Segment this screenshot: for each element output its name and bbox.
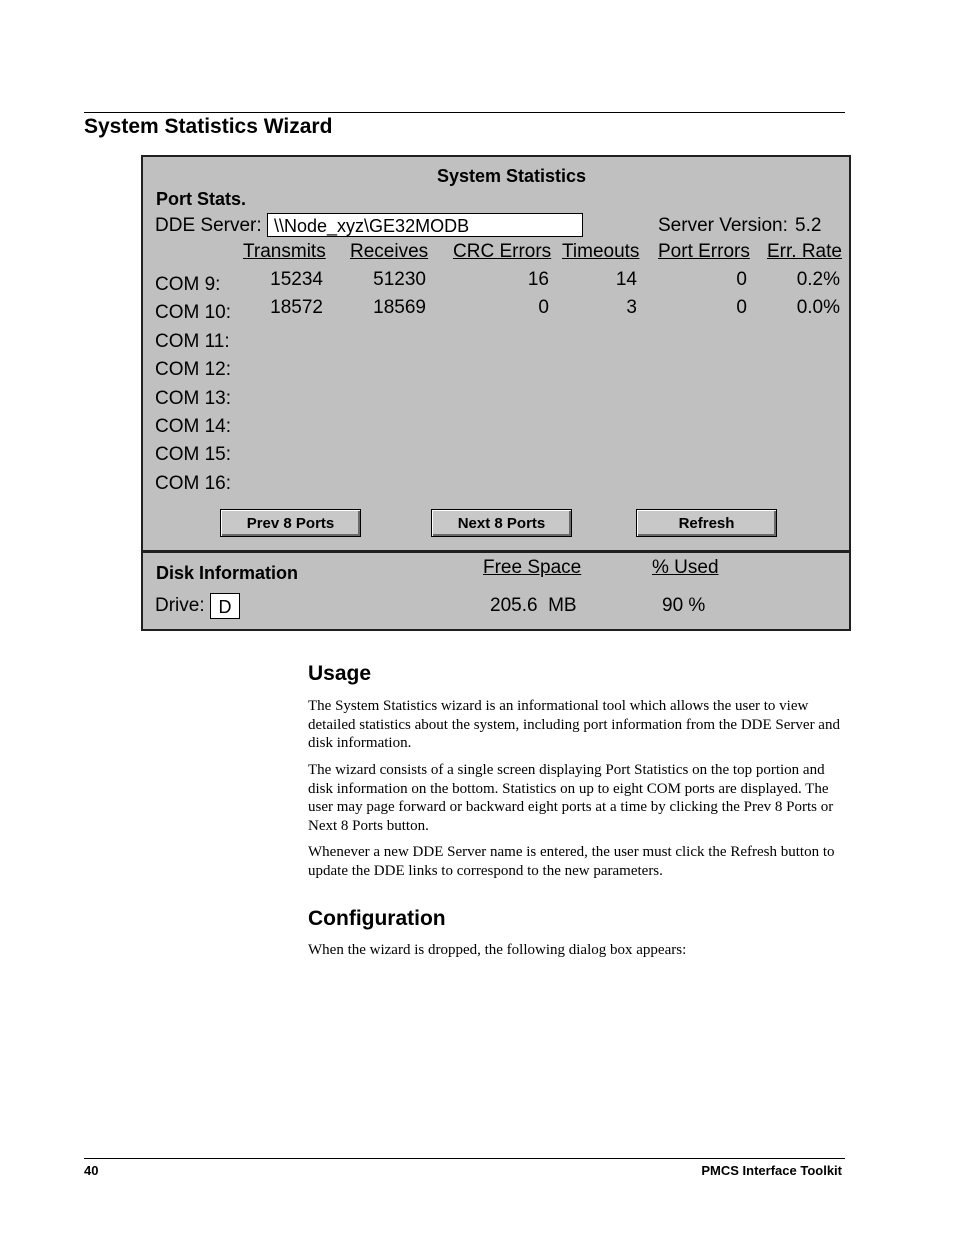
usage-paragraph: Whenever a new DDE Server name is entered, the user must click the Refresh button to update the DDE links to correspond to the new parameters. (308, 844, 835, 879)
port-label: COM 14: (155, 416, 232, 437)
stat-cell: 51230 (373, 269, 426, 290)
usage-paragraph: The System Statistics wizard is an informational tool which allows the user to view detailed statistics about the system, including port information from the DDE Server and disk information. (308, 698, 840, 751)
stat-cell: 3 (626, 297, 637, 318)
drive-label: Drive: (155, 595, 205, 616)
col-port-errors: Port Errors (658, 241, 750, 262)
port-label: COM 16: (155, 473, 232, 494)
port-stats-label: Port Stats. (156, 189, 247, 209)
port-label: COM 11: (155, 331, 230, 352)
section-title: System Statistics Wizard (84, 115, 333, 138)
stat-cell: 15234 (270, 269, 323, 290)
stat-cell: 18572 (270, 297, 323, 318)
disk-info-title: Disk Information (156, 563, 299, 583)
stat-cell: 18569 (373, 297, 426, 318)
port-label: COM 15: (155, 444, 232, 465)
stat-cell: 0.0% (796, 297, 840, 318)
stat-cell: 0 (538, 297, 549, 318)
page-number: 40 (84, 1163, 99, 1178)
stat-cell: 0 (736, 297, 747, 318)
server-version-value: 5.2 (795, 215, 822, 236)
footer-doc-title: PMCS Interface Toolkit (701, 1163, 842, 1178)
stat-cell: 16 (527, 269, 549, 290)
footer-rule (84, 1158, 845, 1159)
port-label: COM 13: (155, 388, 232, 409)
free-space-value: 205.6 MB (490, 595, 577, 616)
dde-server-input[interactable]: \\Node_xyz\GE32MODB (267, 213, 583, 237)
percent-used-value: 90 % (662, 595, 706, 616)
prev-8-ports-button[interactable]: Prev 8 Ports (220, 509, 361, 537)
drive-input[interactable]: D (210, 593, 240, 619)
col-crc-errors: CRC Errors (453, 241, 552, 262)
dde-server-label: DDE Server: (155, 215, 262, 236)
stat-cell: 0 (736, 269, 747, 290)
next-8-ports-button[interactable]: Next 8 Ports (431, 509, 572, 537)
header-rule (84, 112, 845, 113)
col-err-rate: Err. Rate (767, 241, 842, 262)
col-timeouts: Timeouts (562, 241, 640, 262)
configuration-paragraph: When the wizard is dropped, the following dialog box appears: (308, 942, 687, 958)
configuration-heading: Configuration (308, 907, 446, 930)
port-label: COM 9: (155, 274, 221, 295)
percent-used-label: % Used (652, 557, 719, 578)
refresh-button[interactable]: Refresh (636, 509, 777, 537)
port-label: COM 12: (155, 359, 232, 380)
panel-title: System Statistics (437, 166, 587, 186)
usage-paragraph: The wizard consists of a single screen displaying Port Statistics on the top portion and disk information on the bottom. Statistics on up to eight COM ports are displayed. The user may page forward or backward eight ports at a time by clicking the Prev 8 Ports or Next 8 Ports button. (308, 762, 834, 834)
port-label: COM 10: (155, 302, 232, 323)
server-version-label: Server Version: (658, 215, 788, 236)
usage-heading: Usage (308, 662, 372, 685)
panel-divider (143, 550, 849, 553)
system-statistics-screenshot (141, 155, 851, 631)
stat-cell: 0.2% (796, 269, 840, 290)
col-receives: Receives (350, 241, 429, 262)
stat-cell: 14 (615, 269, 637, 290)
free-space-label: Free Space (483, 557, 582, 578)
col-transmits: Transmits (243, 241, 326, 262)
